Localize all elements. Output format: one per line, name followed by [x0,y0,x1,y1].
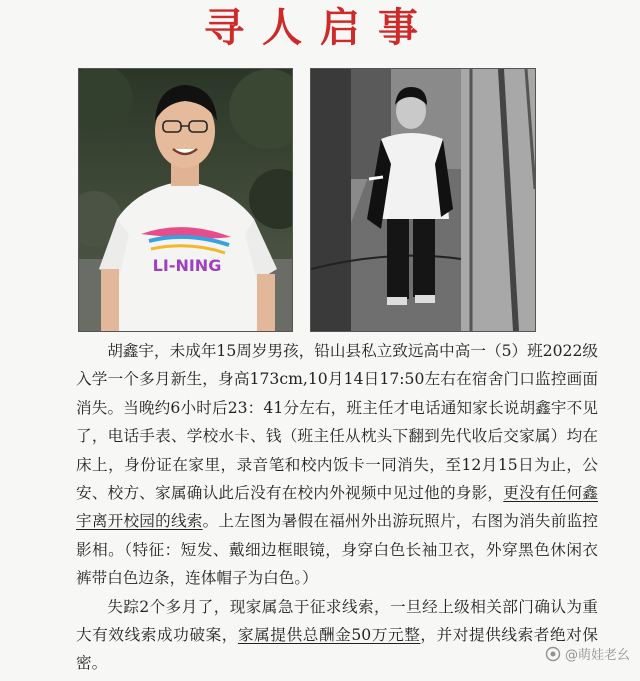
underlined-reward-text: 家属提供总酬金50万元整 [237,626,421,645]
vacation-photo-image [79,69,292,331]
surveillance-photo [310,68,536,332]
notice-body [76,337,598,678]
reward-intro-text: 失踪2个多月了，现家属急于征求线索，一旦经上级相关部门确认为重大有效线索成功破案， [76,597,598,645]
details-text: 胡鑫宇，未成年15周岁男孩，铅山县私立致远高中高一（5）班2022级入学一个多月新生，身高173cm,10月14日17:50左右在宿舍门口监控画面消失。当晚约6小时后23：41分左右，班主任才电话通知家长说胡鑫宇不见了，电话手表、学校水卡、钱（班主任从枕头下翻到先代收后交家属）均在床上，身份证在家里，录音笔和校内饭卡一同消失，至12月15日为止，公安、校方、家属确认此后没有在校内外视频中见过他的身影， [76,342,598,503]
watermark-text: @萌娃老幺 [564,648,630,663]
watermark-camera-icon [545,646,561,662]
underlined-no-clue-text: 更没有任何鑫宇离开校园的线索 [76,484,598,531]
paragraph-details [76,337,598,593]
shirt-logo-text: LI-NING [152,256,222,275]
watermark [545,644,630,663]
confidentiality-text: ，并对提供线索者绝对保密。 [76,626,598,673]
paragraph-reward [76,593,598,678]
notice-title: 寻人启事 [204,4,436,51]
vacation-photo [78,68,293,332]
photo-features-text: 。上左图为暑假在福州外出游玩照片，右图为消失前监控影相。（特征：短发、戴细边框眼镜，身穿白色长袖卫衣，外穿黑色休闲衣裤带白色边条，连体帽子为白色。） [76,512,598,588]
surveillance-photo-image [311,69,535,331]
